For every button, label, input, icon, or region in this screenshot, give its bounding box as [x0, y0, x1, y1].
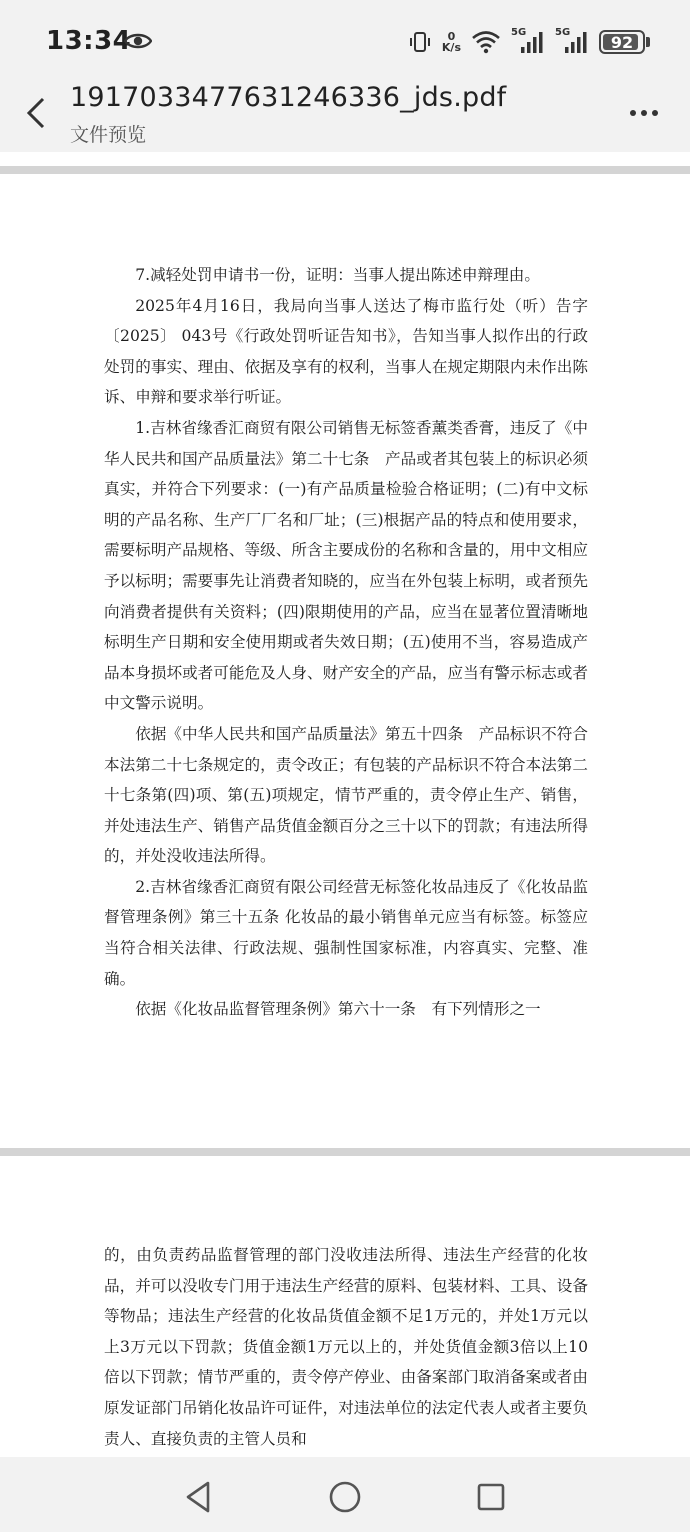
circle-home-icon: [328, 1480, 362, 1514]
battery-indicator: [599, 30, 650, 54]
eye-icon: [124, 31, 152, 51]
battery-icon: [599, 30, 645, 54]
nav-home-button[interactable]: [325, 1477, 365, 1517]
network-speed-value: 0: [447, 30, 456, 43]
battery-level: 92: [610, 32, 634, 52]
triangle-back-icon: [183, 1480, 213, 1514]
nav-back-button[interactable]: [178, 1477, 218, 1517]
chevron-left-icon: [25, 96, 47, 130]
network-speed-unit: K/s: [441, 41, 461, 54]
page-divider: [0, 1148, 690, 1156]
battery-tip: [646, 37, 650, 47]
signal-bars-icon: [511, 29, 545, 55]
square-recents-icon: [476, 1482, 506, 1512]
signal-1-label: 5G: [511, 27, 527, 38]
paragraph: 依据《化妆品监督管理条例》第六十一条 有下列情形之一: [135, 1000, 541, 1019]
file-title: 1917033477631246336_jds.pdf: [70, 82, 507, 113]
pdf-page-1: [0, 174, 690, 1148]
more-dot-icon: [652, 110, 658, 116]
more-options-button[interactable]: [624, 98, 664, 128]
pdf-viewer[interactable]: [0, 152, 690, 1457]
page-2-text: [104, 1240, 588, 1454]
back-button[interactable]: [18, 90, 54, 136]
file-subtitle: 文件预览: [70, 124, 147, 146]
paragraph: 依据《中华人民共和国产品质量法》第五十四条 产品标识不符合本法第二十七条规定的，责令改正；有包装的产品标识不符合本法第二十七条第(四)项、第(五)项规定，情节严重的，责令停止生产、销售，并处违法生产、销售产品货值金额百分之三十以下的罚款；有违法所得的，并处没收违法所得。: [104, 724, 588, 866]
more-dot-icon: [630, 110, 636, 116]
nav-recents-button[interactable]: [471, 1477, 511, 1517]
app-bar: [0, 80, 690, 152]
paragraph: 2025年4月16日，我局向当事人送达了梅市监行处（听）告字〔2025〕 043号《行政处罚听证告知书》，告知当事人拟作出的行政处罚的事实、理由、依据及享有的权利，当事人在规定期限内未作出陈诉、申辩和要求举行听证。: [104, 296, 588, 407]
paragraph: 1.吉林省缘香汇商贸有限公司销售无标签香薰类香膏，违反了《中华人民共和国产品质量法》第二十七条 产品或者其包装上的标识必须真实，并符合下列要求：(一)有产品质量检验合格证明；(二)有中文标明的产品名称、生产厂厂名和厂址；(三)根据产品的特点和使用要求，需要标明产品规格、等级、所含主要成份的名称和含量的，用中文相应予以标明；需要事先让消费者知晓的，应当在外包装上标明，或者预先向消费者提供有关资料；(四)限期使用的产品，应当在显著位置清晰地标明生产日期和安全使用期或者失效日期；(五)使用不当，容易造成产品本身损坏或者可能危及人身、财产安全的产品，应当有警示标志或者中文警示说明。: [104, 418, 588, 713]
signal-2-label: 5G: [555, 27, 571, 38]
page-divider: [0, 166, 690, 174]
more-dot-icon: [641, 110, 647, 116]
paragraph: 2.吉林省缘香汇商贸有限公司经营无标签化妆品违反了《化妆品监督管理条例》第三十五条 化妆品的最小销售单元应当有标签。标签应当符合相关法律、行政法规、强制性国家标准，内容真实、完整、准确。: [104, 877, 588, 988]
network-speed: [442, 31, 461, 53]
paragraph: 7.减轻处罚申请书一份，证明：当事人提出陈述申辩理由。: [135, 266, 540, 284]
vibrate-icon: [408, 30, 432, 54]
signal-2: [555, 29, 589, 55]
navigation-bar: [0, 1457, 690, 1532]
status-icons: [408, 27, 650, 57]
signal-1: [511, 29, 545, 55]
signal-bars-icon: [555, 29, 589, 55]
page-1-text: [104, 260, 588, 1025]
paragraph: 的，由负责药品监督管理的部门没收违法所得、违法生产经营的化妆品，并可以没收专门用于违法生产经营的原料、包装材料、工具、设备等物品；违法生产经营的化妆品货值金额不足1万元的，并处1万元以上3万元以下罚款；货值金额1万元以上的，并处货值金额3倍以上10倍以下罚款；情节严重的，责令停产停业、由备案部门取消备案或者由原发证部门吊销化妆品许可证件，对违法单位的法定代表人或者主要负责人、直接负责的主管人员和: [104, 1246, 588, 1448]
pdf-page-2: [0, 1156, 690, 1457]
status-bar: [0, 0, 690, 80]
wifi-icon: [471, 30, 501, 54]
status-time: 13:34: [46, 26, 132, 56]
